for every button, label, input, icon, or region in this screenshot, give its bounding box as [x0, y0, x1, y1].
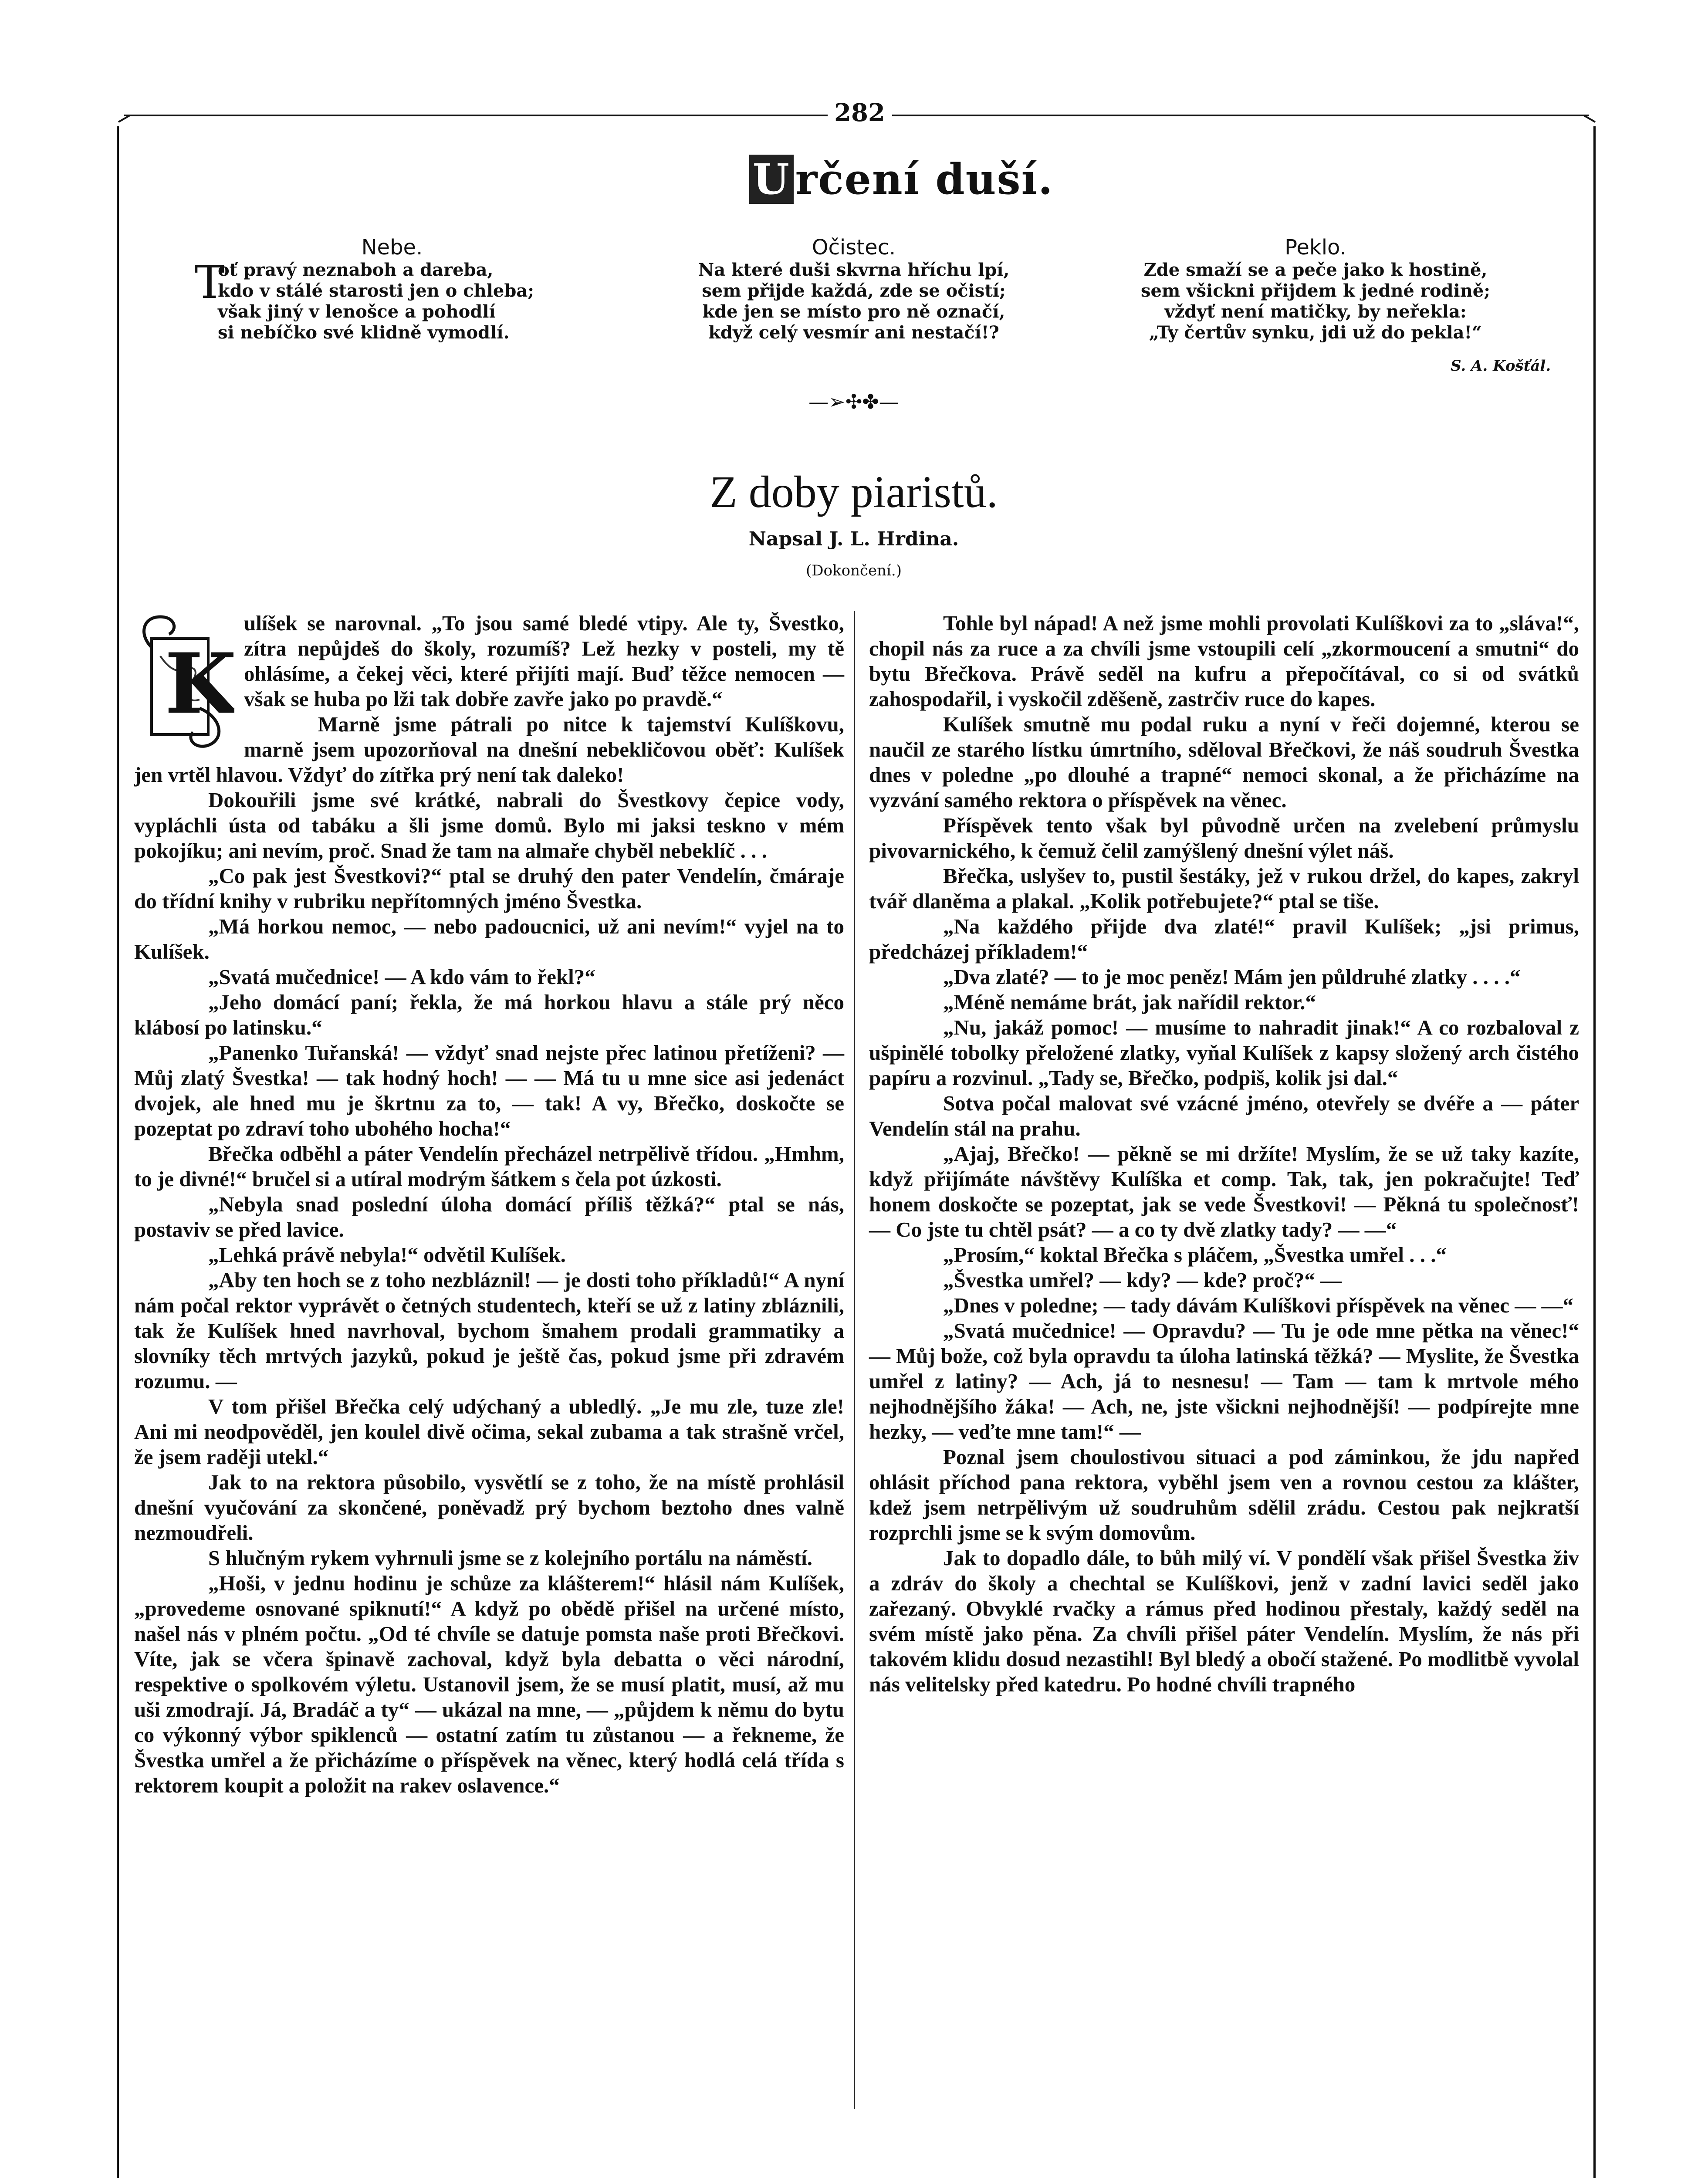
paragraph: „Méně nemáme brát, jak nařídil rektor.“ — [943, 990, 1316, 1014]
poem-heading: Peklo. — [1285, 235, 1346, 260]
paragraph: „Dva zlaté? — to je moc peněz! Mám jen půldruhé zlatky . . . .“ — [943, 965, 1521, 989]
poem-line: „Ty čertův synku, jdi už do pekla!“ — [1149, 322, 1482, 343]
article-byline: Napsal J. L. Hrdina. — [748, 528, 959, 550]
paragraph: Kulíšek smutně mu podal ruku a nyní v řeči dojemné, kterou se naučil ze starého lístku úmrtního, sděloval Břečkovi, že náš soudruh Švestka dnes v poledne „po dlouhé a trapné“ nemoci skonal, a že přicházíme na vyzvání samého rektora o příspěvek na věnec. — [869, 712, 1579, 812]
paragraph: „Švestka umřel? — kdy? — kde? proč?“ — — [943, 1268, 1342, 1292]
paragraph: „Má horkou nemoc, — nebo padoucnici, už ani nevím!“ vyjel na to Kulíšek. — [134, 914, 844, 964]
paragraph: Jak to dopadlo dále, to bůh milý ví. V pondělí však přišel Švestka živ a zdráv do školy a chechtal se Kulíškovi, jenž v zadní lavici seděl jako zařezaný. Obvyklé rvačky a rámus před hodinou přestaly, každý seděl na svém místě jako pěna. Za chvíli přišel páter Vendelín. Myslím, že nás při takovém klidu dosud nezastihl! Byl bledý a obočí stažené. Po modlitbě vyvolal nás velitelsky před katedru. Po hodné chvíli trapného — [869, 1546, 1579, 1696]
paragraph: „Jeho domácí paní; řekla, že má horkou hlavu a stále prý něco klábosí po latinsku.“ — [134, 990, 844, 1039]
frame-top-right — [892, 115, 1589, 116]
paragraph: „Nu, jakáž pomoc! — musíme to nahradit jinak!“ A co rozbaloval z ušpinělé tobolky přeložené zlatky, vyňal Kulíšek z kapsy složený arch čistého papíru a rozvinul. „Tady se, Břečko, podpiš, kolik jsi dal.“ — [869, 1015, 1579, 1090]
frame-corner-tr — [1583, 115, 1596, 122]
dropcap-letter: K — [165, 635, 234, 732]
poem-line: když celý vesmír ani nestačí!? — [708, 322, 999, 343]
dropcap-k — [134, 608, 234, 752]
poem-text — [192, 256, 592, 343]
article-right-column — [869, 611, 1579, 1697]
poem-purgatory — [653, 235, 1054, 343]
paragraph: „Ajaj, Břečko! — pěkně se mi držíte! Myslím, že se už taky kazíte, když přijímáte návštěvy Kulíška et comp. Tak, tak, jen pokračujte! Teď honem doskočte se pozeptat, jak se vede Švestkovi! — Pěkná tu společnosť! — Co jste tu chtěl psát? — a co ty dvě zlatky tady? — —“ — [869, 1142, 1579, 1241]
title-rest: rčení duší. — [795, 155, 1054, 204]
paragraph: „Aby ten hoch se z toho nezbláznil! — je dosti toho příkladů!“ A nyní nám počal rektor vyprávět o četných studentech, kteří se už z latiny zbláznili, tak že Kulíšek hned navrhoval, bychom šmahem prodali grammatiky a slovníky těch mrtvých jazyků, pokud je ještě čas, pokud jsme při zdravém rozumu. — — [134, 1268, 844, 1393]
poem-line: však jiný v lenošce a pohodlí — [218, 301, 496, 322]
poem-line: kdo v stálé starosti jen o chleba; — [218, 281, 534, 301]
paragraph: Břečka odběhl a páter Vendelín přecházel netrpělivě třídou. „Hmhm, to je divné!“ bručel si a utíral modrým šátkem s čela pot úzkosti. — [134, 1142, 844, 1191]
poem-line: oť pravý neznaboh a dareba, — [218, 260, 494, 280]
paragraph: „Lehká právě nebyla!“ odvětil Kulíšek. — [208, 1243, 566, 1267]
article-left-column — [134, 611, 844, 1798]
paragraph: „Dnes v poledne; — tady dávám Kulíškovi příspěvek na věnec — —“ — [943, 1293, 1573, 1317]
article-continuation: (Dokončení.) — [806, 562, 902, 579]
poem-signature: S. A. Košťál. — [1451, 357, 1551, 375]
poem-heaven — [192, 235, 592, 343]
poem-line: sem všickni přijdem k jedné rodině; — [1140, 281, 1491, 301]
paragraph: Tohle byl nápad! A než jsme mohli provolati Kulíškovi za to „sláva!“, chopil nás za ruce a za chvíli jsme vstoupili celí „zkormoucení a smutni“ do bytu Břečkova. Právě seděl na kufru a přepočítával, co si od svátků zahospodařil, i vyskočil zděšeně, zastrčiv ruce do kapes. — [869, 611, 1579, 711]
paragraph: Marně jsme pátrali po nitce k tajemství Kulíškovu, marně jsem upozorňoval na dnešní nebekličovou oběť: Kulíšek jen vrtěl hlavou. Vždyť do zítřka prý není tak daleko! — [134, 712, 844, 787]
poem-line: kde jen se místo pro ně označí, — [702, 301, 1005, 322]
poem-heading: Nebe. — [361, 235, 423, 260]
paragraph: Sotva počal malovat své vzácné jméno, otevřely se dvéře a — páter Vendelín stál na prahu. — [869, 1091, 1579, 1140]
section1-title — [749, 155, 1053, 204]
column-separator — [854, 611, 855, 2109]
paragraph: „Prosím,“ koktal Břečka s pláčem, „Švestka umřel . . .“ — [943, 1243, 1447, 1267]
poem-line: vždyť není matičky, by neřekla: — [1164, 301, 1467, 322]
paragraph: V tom přišel Břečka celý udýchaný a ubledlý. „Je mu zle, tuze zle! Ani mi neodpověděl, jen koulel divě očima, sekal zubama a tak strašně vrčel, že jsem raději utekl.“ — [134, 1394, 844, 1469]
poem-line: si nebíčko své klidně vymodlí. — [218, 322, 510, 343]
paragraph: ulíšek se narovnal. „To jsou samé bledé vtipy. Ale ty, Švestko, zítra nepůjdeš do školy, rozumíš? Lež hezky v posteli, my tě ohlásíme, a čekej věci, které přijíti mají. Buď těžce nemocen — však se huba po lži tak dobře zavře jako po pravdě.“ — [244, 611, 844, 711]
article-title: Z doby piaristů. — [710, 467, 998, 517]
poem-heading: Očistec. — [812, 235, 896, 260]
paragraph: Dokouřili jsme své krátké, nabrali do Švestkovy čepice vody, vypláchli ústa od tabáku a šli jsme domů. Bylo mi jaksi teskno v mém pokojíku; ani nevím, proč. Snad že tam na almaře chyběl nebeklíč . . . — [134, 788, 844, 862]
paragraph: „Panenko Tuřanská! — vždyť snad nejste přec latinou přetíženi? — Můj zlatý Švestka! — tak hodný hoch! — — Má tu u mne sice asi jedenáct dvojek, ale hned mu je škrtnu za to, — tak! A vy, Břečko, doskočte se pozeptat po zdraví toho ubohého hocha!“ — [134, 1041, 844, 1140]
paragraph: „Co pak jest Švestkovi?“ ptal se druhý den pater Vendelín, čmáraje do třídní knihy v rubriku nepřítomných jméno Švestka. — [134, 864, 844, 913]
paragraph: „Svatá mučednice! — A kdo vám to řekl?“ — [208, 965, 595, 989]
poem-line: sem přijde každá, zde se očistí; — [702, 281, 1006, 301]
paragraph: „Na každého přijde dva zlaté!“ pravil Kulíšek; „jsi primus, předcházej příkladem!“ — [869, 914, 1579, 964]
paragraph: Poznal jsem choulostivou situaci a pod záminkou, že jdu napřed ohlásit příchod pana rektora, vyběhl jsem ven a rovnou cestou za klášter, kdež jsem netrpělivým už soudruhům sdělil zrádu. Cestou pak nejkratší rozprchli jsme se k svým domovům. — [869, 1445, 1579, 1545]
poem-text — [1098, 260, 1533, 343]
title-initial: U — [749, 155, 794, 204]
paragraph: „Hoši, v jednu hodinu je schůze za klášterem!“ hlásil nám Kulíšek, „provedeme osnované spiknutí!“ A když po obědě přišel na určené místo, našel nás v plném počtu. „Od té chvíle se datuje pomsta naše proti Břečkovi. Víte, jak se včera špinavě zachoval, když byla debatta o věci národní, respektive o spolkovém výletu. Ustanovil jsem, že se musí platit, musí, až mu uši zmodrají. Já, Bradáč a ty“ — ukázal na mne, — „půjdem k němu do bytu co výkonný výbor spiklenců — ostatní zatím tu zůstanou — a řekneme, že Švestka umřel a že přicházíme o příspěvek na věnec, který hodlá celá třída s rektorem koupit a položit na rakev oslavence.“ — [134, 1571, 844, 1797]
page-number: 282 — [834, 98, 885, 127]
poem-initial: T — [194, 256, 225, 309]
dropcap-ornament — [134, 608, 234, 752]
paragraph: „Nebyla snad poslední úloha domácí příliš těžká?“ ptal se nás, postaviv se před lavice. — [134, 1192, 844, 1241]
poem-line: Na které duši skvrna hříchu lpí, — [698, 260, 1010, 280]
paragraph: „Svatá mučednice! — Opravdu? — Tu je ode mne pětka na věnec!“ — Můj bože, což byla opravdu ta úloha latinská těžká? — Myslite, že Švestka umřel z latiny? — Ach, já to nesnesu! — Tam — tam k mrtvole mého nejhodnějšího žáka! — Ach, ne, jste všickni nejhodnější! — podpírejte mne hezky, — veďte mne tam!“ — — [869, 1319, 1579, 1444]
paragraph: Příspěvek tento však byl původně určen na zvelebení průmyslu pivovarnického, k čemuž čelil zamýšlený dnešní výlet náš. — [869, 813, 1579, 862]
poem-text — [653, 260, 1054, 343]
frame-left — [117, 126, 119, 2178]
paragraph: Břečka, uslyšev to, pustil šestáky, jež v rukou držel, do kapes, zakryl tvář dlaněma a plakal. „Kolik potřebujete?“ ptal se tiše. — [869, 864, 1579, 913]
frame-right — [1593, 126, 1596, 2178]
section-ornament: —➢✣✤— — [808, 390, 899, 413]
paragraph: Jak to na rektora působilo, vysvětlí se z toho, že na místě prohlásil dnešní vyučování za skončené, poněvadž prý bychom beztoho dnes valně nezmoudřeli. — [134, 1470, 844, 1545]
poem-line: Zde smaží se a peče jako k hostině, — [1143, 260, 1488, 280]
frame-top-left — [124, 115, 828, 116]
poem-hell — [1098, 235, 1533, 343]
paragraph: S hlučným rykem vyhrnuli jsme se z kolejního portálu na náměstí. — [208, 1546, 813, 1570]
